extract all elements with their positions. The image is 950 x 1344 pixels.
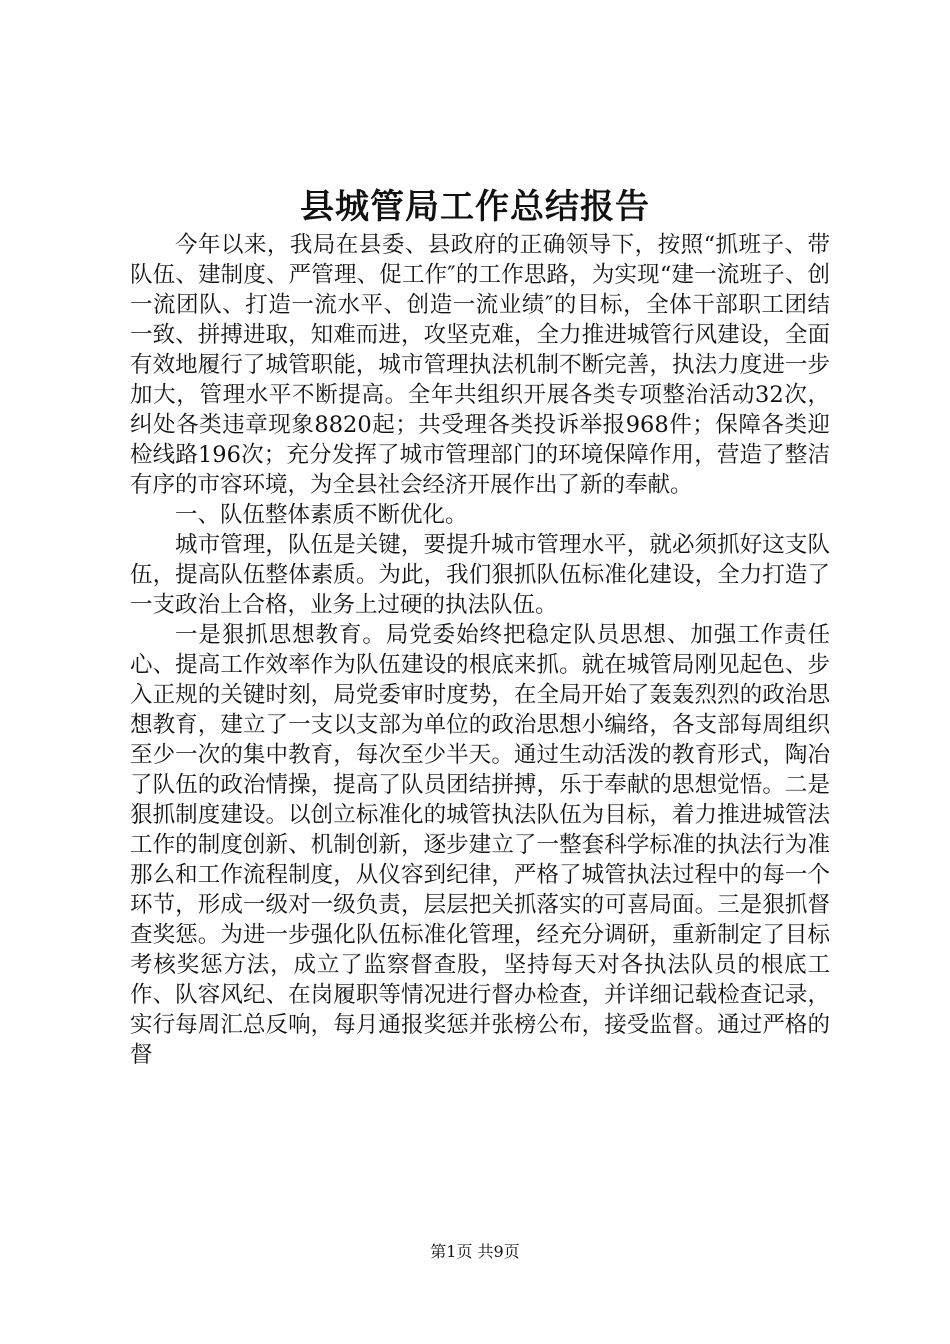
body-paragraph: 一是狠抓思想教育。局党委始终把稳定队员思想、加强工作责任心、提高工作效率作为队伍建设的根底来抓。就在城管局刚见起色、步入正规的关键时刻，局党委审时度势，在全局开始了轰轰烈烈的政治思想教育，建立了一支以支部为单位的政治思想小编络，各支部每周组织至少一次的集中教育，每次至少半天。通过生动活泼的教育形式，陶冶了队伍的政治情操，提高了队员团结拼搏，乐于奉献的思想觉悟。二是狠抓制度建设。以创立标准化的城管执法队伍为目标，着力推进城管法工作的制度创新、机制创新，逐步建立了一整套科学标准的执法行为准那么和工作流程制度，从仪容到纪律，严格了城管执法过程中的每一个环节，形成一级对一级负责，层层把关抓落实的可喜局面。三是狠抓督查奖惩。为进一步强化队伍标准化管理，经充分调研，重新制定了目标考核奖惩方法，成立了监察督查股，坚持每天对各执法队员的根底工作、队容风纪、在岗履职等情况进行督办检查，并详细记载检查记录，实行每周汇总反响，每月通报奖惩并张榜公布，接受监督。通过严格的督: [130, 622, 830, 1068]
body-paragraph: 城市管理，队伍是关键，要提升城市管理水平，就必须抓好这支队伍，提高队伍整体素质。为此，我们狠抓队伍标准化建设，全力打造了一支政治上合格，业务上过硬的执法队伍。: [130, 532, 830, 618]
section-heading: 一、队伍整体素质不断优化。: [175, 502, 468, 528]
document-title: 县城管局工作总结报告: [300, 187, 650, 227]
document-body: [130, 230, 830, 1070]
intro-paragraph: 今年以来，我局在县委、县政府的正确领导下，按照“抓班子、带队伍、建制度、严管理、促工作″的工作思路，为实现“建一流班子、创一流团队、打造一流水平、创造一流业绩″的目标，全体干部职工团结一致、拼搏进取，知难而进，攻坚克难，全力推进城管行风建设，全面有效地履行了城管职能，城市管理执法机制不断完善，执法力度进一步加大，管理水平不断提高。全年共组织开展各类专项整治活动32次，纠处各类违章现象8820起；共受理各类投诉举报968件；保障各类迎检线路196次；充分发挥了城市管理部门的环境保障作用，营造了整洁有序的市容环境，为全县社会经济开展作出了新的奉献。: [130, 232, 830, 498]
page-footer: 第1页 共9页: [430, 1242, 520, 1261]
